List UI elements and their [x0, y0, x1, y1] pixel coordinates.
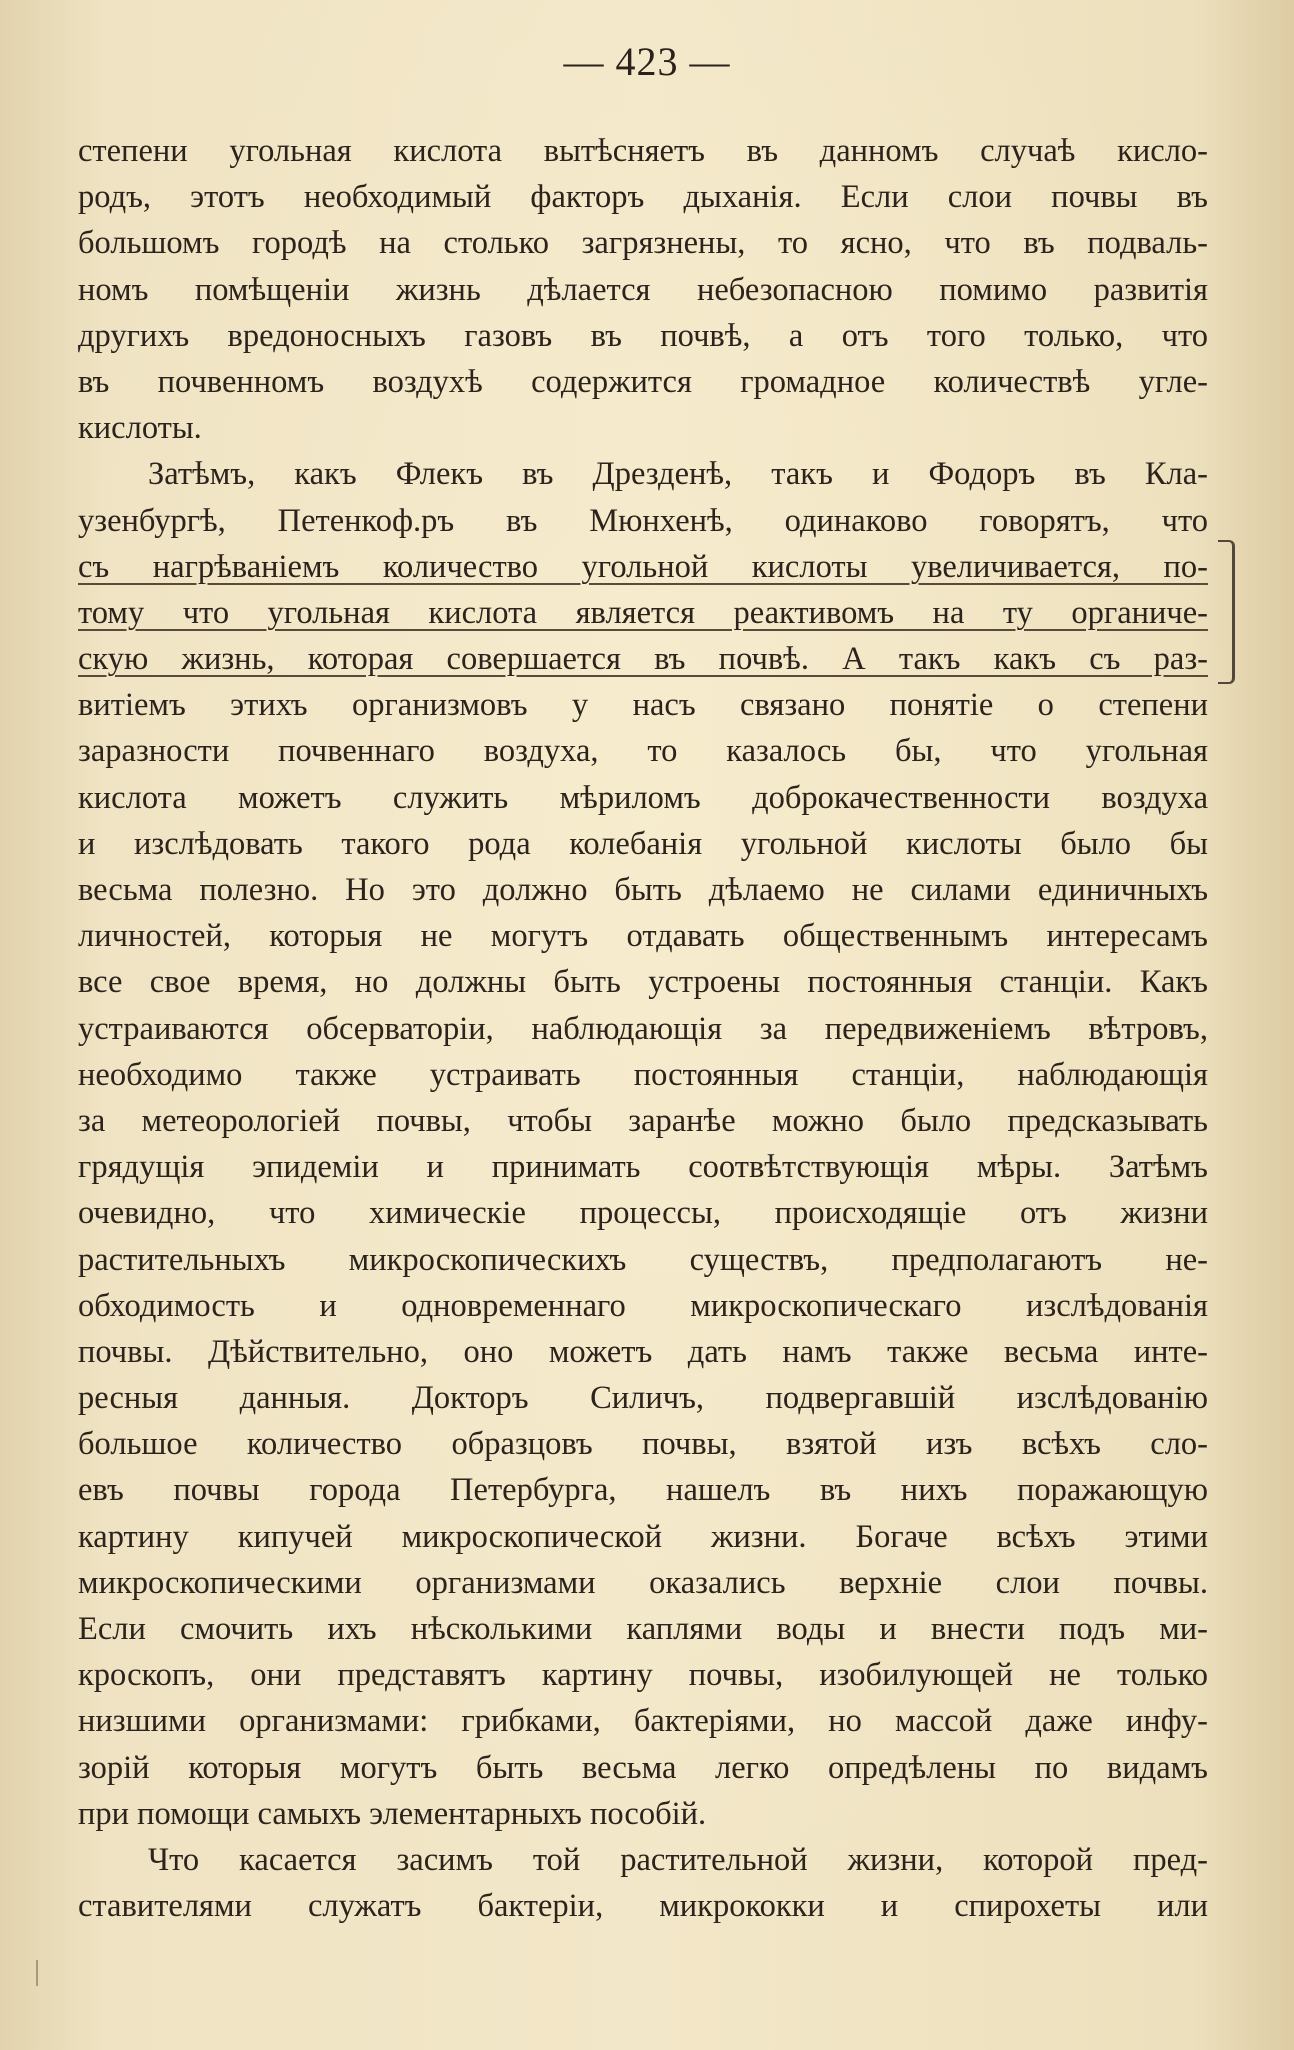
text-line: Если смочить ихъ нѣсколькими каплями воды и внести подъ ми-	[78, 1611, 1208, 1647]
underlined-text-line: скую жизнь, которая совершается въ почвѣ. А такъ какъ съ раз-	[78, 641, 1208, 678]
text-line: кислота можетъ служить мѣриломъ доброкачественности воздуха	[78, 779, 1208, 816]
margin-pencil-mark	[36, 1960, 38, 1986]
body-text	[78, 128, 1208, 1929]
text-line: Затѣмъ, какъ Флекъ въ Дрезденѣ, такъ и Фодоръ въ Кла-	[148, 456, 1208, 493]
text-line: растительныхъ микроскопическихъ существъ, предполагаютъ не-	[78, 1241, 1208, 1278]
text-line: почвы. Дѣйствительно, оно можетъ дать намъ также весьма инте-	[78, 1333, 1208, 1370]
text-line: грядущія эпидеміи и принимать соотвѣтствующія мѣры. Затѣмъ	[78, 1149, 1208, 1186]
text-line: степени угольная кислота вытѣсняетъ въ данномъ случаѣ кисло-	[78, 133, 1208, 169]
text-line: родъ, этотъ необходимый факторъ дыханія. Если слои почвы въ	[78, 179, 1208, 216]
text-line: устраиваются обсерваторіи, наблюдающія за передвиженіемъ вѣтровъ,	[78, 1010, 1208, 1047]
text-line: зорій которыя могутъ быть весьма легко опредѣлены по видамъ	[78, 1749, 1208, 1786]
text-line: витіемъ этихъ организмовъ у насъ связано понятіе о степени	[78, 687, 1208, 724]
text-line: кислоты.	[78, 410, 202, 447]
text-line: весьма полезно. Но это должно быть дѣлаемо не силами единичныхъ	[78, 872, 1208, 908]
text-line: Что касается засимъ той растительной жизни, которой пред-	[148, 1841, 1208, 1878]
text-line: за метеорологіей почвы, чтобы заранѣе можно было предсказывать	[78, 1102, 1208, 1139]
text-line: ресныя данныя. Докторъ Силичъ, подвергавшій изслѣдованію	[78, 1380, 1208, 1417]
text-line: большомъ городѣ на столько загрязнены, то ясно, что въ подваль-	[78, 225, 1208, 262]
text-line: все свое время, но должны быть устроены постоянныя станціи. Какъ	[78, 964, 1208, 1001]
text-line: большое количество образцовъ почвы, взятой изъ всѣхъ сло-	[78, 1426, 1208, 1463]
underlined-text-line: съ нагрѣваніемъ количество угольной кислоты увеличивается, по-	[78, 548, 1208, 585]
text-line: очевидно, что химическіе процессы, происходящіе отъ жизни	[78, 1195, 1208, 1232]
text-line: и изслѣдовать такого рода колебанія угольной кислоты было бы	[78, 825, 1208, 862]
text-line: узенбургѣ, Петенкоф.ръ въ Мюнхенѣ, одинаково говорятъ, что	[78, 502, 1208, 539]
text-line: необходимо также устраивать постоянныя станціи, наблюдающія	[78, 1056, 1208, 1093]
text-line: номъ помѣщеніи жизнь дѣлается небезопасною помимо развитія	[78, 271, 1208, 308]
text-line: въ почвенномъ воздухѣ содержится громадное количествѣ угле-	[78, 363, 1208, 400]
text-line: микроскопическими организмами оказались верхніе слои почвы.	[78, 1564, 1208, 1601]
text-line: евъ почвы города Петербурга, нашелъ въ нихъ поражающую	[78, 1472, 1208, 1509]
text-line: обходимость и одновременнаго микроскопическаго изслѣдованія	[78, 1287, 1208, 1324]
text-line: личностей, которыя не могутъ отдавать общественнымъ интересамъ	[78, 918, 1208, 955]
underlined-text-line: тому что угольная кислота является реактивомъ на ту органиче-	[78, 594, 1208, 631]
text-line: при помощи самыхъ элементарныхъ пособій.	[78, 1795, 707, 1832]
page-number: — 423 —	[563, 39, 731, 84]
margin-bracket-mark	[1218, 540, 1235, 684]
text-line: ставителями служатъ бактеріи, микрококки и спирохеты или	[78, 1888, 1208, 1925]
text-line: картину кипучей микроскопической жизни. Богаче всѣхъ этими	[78, 1518, 1208, 1555]
text-line: заразности почвеннаго воздуха, то казалось бы, что угольная	[78, 733, 1208, 770]
text-line: кроскопъ, они представятъ картину почвы, изобилующей не только	[78, 1657, 1208, 1694]
text-line: низшими организмами: грибками, бактеріями, но массой даже инфу-	[78, 1703, 1208, 1740]
text-line: другихъ вредоносныхъ газовъ въ почвѣ, а отъ того только, что	[78, 317, 1208, 354]
